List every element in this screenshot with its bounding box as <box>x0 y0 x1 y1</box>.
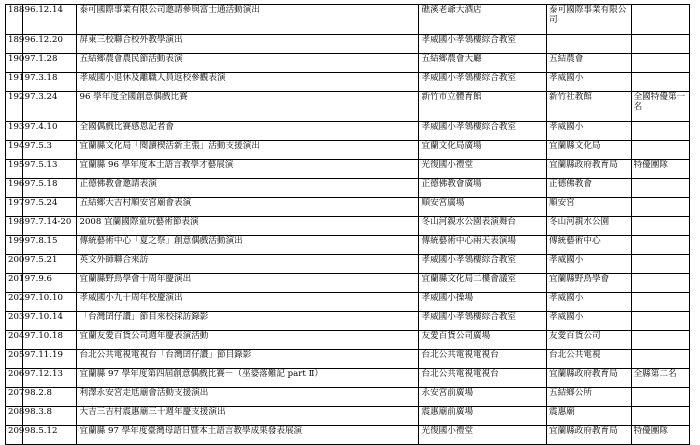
cell-number: 197 <box>6 198 23 217</box>
table-row <box>6 274 690 293</box>
cell-event-title: 利澤永安宮走尪廟會活動支援演出 <box>77 388 419 407</box>
cell-number: 190 <box>6 54 23 73</box>
table-row <box>6 73 690 92</box>
cell-event-title: 台北公共電視電視台「台灣囝仔讚」節目錄影 <box>77 350 419 369</box>
cell-event-title: 2008 宜蘭國際童玩藝術節表演 <box>77 217 419 236</box>
cell-venue: 孝威國小操場 <box>419 293 547 312</box>
cell-venue: 孝威國小孝鴒樓綜合教室 <box>419 35 547 54</box>
cell-event-title: 全國偶戲比賽感恩記者會 <box>77 122 419 141</box>
cell-number: 206 <box>6 369 23 388</box>
cell-organizer: 冬山河親水公園 <box>546 217 631 236</box>
table-row <box>6 236 690 255</box>
cell-date: 97.7.14-20 <box>22 217 77 236</box>
table-row <box>6 388 690 407</box>
cell-award <box>631 236 689 255</box>
cell-organizer: 五結鄉公所 <box>546 388 631 407</box>
table-row <box>6 407 690 426</box>
cell-event-title: 宜蘭縣文化局「閱讀楔活新主張」活動支援演出 <box>77 141 419 160</box>
cell-venue: 正德佛教會廣場 <box>419 179 547 198</box>
table-row <box>6 369 690 388</box>
cell-award <box>631 141 689 160</box>
performance-records-table <box>5 4 690 445</box>
cell-event-title: 孝威國小退休及離職人員返校參觀表演 <box>77 73 419 92</box>
cell-date: 98.5.12 <box>22 426 77 445</box>
cell-date: 97.10.18 <box>22 331 77 350</box>
cell-organizer: 宜蘭縣野鳥學會 <box>546 274 631 293</box>
cell-number: 208 <box>6 407 23 426</box>
cell-venue: 孝威國小孝鴒樓綜合教室 <box>419 122 547 141</box>
cell-event-title: 宜蘭縣 97 學年度第四屆創意偶戲比賽－（巫婆落難記 part Ⅱ） <box>77 369 419 388</box>
cell-event-title: 宜蘭縣野鳥學會十周年慶演出 <box>77 274 419 293</box>
cell-award <box>631 217 689 236</box>
cell-number: 202 <box>6 293 23 312</box>
cell-organizer: 孝威國小 <box>546 312 631 331</box>
table-row <box>6 350 690 369</box>
cell-event-title: 宜蘭友愛百貨公司週年慶表演活動 <box>77 331 419 350</box>
cell-date: 97.5.13 <box>22 160 77 179</box>
cell-award <box>631 293 689 312</box>
cell-number: 195 <box>6 160 23 179</box>
cell-number: 198 <box>6 217 23 236</box>
table-row <box>6 92 690 122</box>
cell-date: 96.12.14 <box>22 5 77 35</box>
cell-event-title: 英文外師聯合來訪 <box>77 255 419 274</box>
table-row <box>6 5 690 35</box>
cell-organizer: 傳統藝術中心 <box>546 236 631 255</box>
cell-event-title: 傳統藝術中心「夏之祭」創意偶戲活動演出 <box>77 236 419 255</box>
cell-award <box>631 331 689 350</box>
cell-award: 特優團隊 <box>631 426 689 445</box>
cell-organizer: 宜蘭縣政府教育局 <box>546 426 631 445</box>
cell-number: 200 <box>6 255 23 274</box>
cell-venue: 孝威國小孝鴒樓綜合教室 <box>419 73 547 92</box>
document-page <box>5 4 690 445</box>
table-row <box>6 426 690 445</box>
cell-organizer: 台北公共電視 <box>546 350 631 369</box>
cell-award: 全縣第二名 <box>631 369 689 388</box>
cell-number: 194 <box>6 141 23 160</box>
table-row <box>6 312 690 331</box>
cell-event-title: 宜蘭縣 96 學年度本土語言教學才藝展演 <box>77 160 419 179</box>
cell-date: 97.10.10 <box>22 293 77 312</box>
cell-event-title: 泰可國際事業有限公司邀請參與富士通活動演出 <box>77 5 419 35</box>
cell-event-title: 宜蘭縣 97 學年度臺灣母語日暨本土語言教學成果發表展演 <box>77 426 419 445</box>
cell-venue: 孝威國小孝鴒樓綜合教室 <box>419 312 547 331</box>
cell-award <box>631 5 689 35</box>
cell-organizer: 正德佛教會 <box>546 179 631 198</box>
table-row <box>6 293 690 312</box>
cell-date: 97.3.24 <box>22 92 77 122</box>
cell-number: 189 <box>6 35 23 54</box>
table-row <box>6 255 690 274</box>
cell-date: 97.12.13 <box>22 369 77 388</box>
cell-event-title: 大吉三吉村震惠廟三十週年慶支援演出 <box>77 407 419 426</box>
cell-venue: 台北公共電視電視台 <box>419 350 547 369</box>
cell-award <box>631 274 689 293</box>
cell-venue: 光復國小禮堂 <box>419 426 547 445</box>
cell-venue: 新竹市立體育館 <box>419 92 547 122</box>
table-row <box>6 141 690 160</box>
cell-venue: 友愛百貨公司廣場 <box>419 331 547 350</box>
cell-event-title: 五結鄉大吉村順安宮廟會表演 <box>77 198 419 217</box>
table-row <box>6 217 690 236</box>
cell-number: 207 <box>6 388 23 407</box>
cell-number: 192 <box>6 92 23 122</box>
cell-award: 特優團隊 <box>631 160 689 179</box>
table-row <box>6 179 690 198</box>
cell-number: 201 <box>6 274 23 293</box>
cell-number: 199 <box>6 236 23 255</box>
cell-date: 97.9.6 <box>22 274 77 293</box>
cell-venue: 五結鄉農會大廳 <box>419 54 547 73</box>
cell-award <box>631 350 689 369</box>
table-row <box>6 331 690 350</box>
cell-venue: 宜蘭文化局廣場 <box>419 141 547 160</box>
cell-organizer: 宜蘭縣政府教育局 <box>546 369 631 388</box>
cell-date: 97.5.24 <box>22 198 77 217</box>
cell-number: 209 <box>6 426 23 445</box>
cell-organizer: 宜蘭縣文化局 <box>546 141 631 160</box>
cell-organizer: 五結農會 <box>546 54 631 73</box>
cell-number: 203 <box>6 312 23 331</box>
cell-venue: 光復國小禮堂 <box>419 160 547 179</box>
cell-date: 98.2.8 <box>22 388 77 407</box>
cell-venue: 震惠廟前廣場 <box>419 407 547 426</box>
cell-event-title: 「台灣囝仔讚」節目來校採訪錄影 <box>77 312 419 331</box>
cell-number: 193 <box>6 122 23 141</box>
cell-organizer: 孝威國小 <box>546 73 631 92</box>
cell-organizer: 友愛百貨公司 <box>546 331 631 350</box>
cell-date: 97.8.15 <box>22 236 77 255</box>
cell-organizer <box>546 35 631 54</box>
table-body <box>6 5 690 445</box>
cell-organizer: 震惠廟 <box>546 407 631 426</box>
cell-award: 全國特優第一名 <box>631 92 689 122</box>
table-row <box>6 160 690 179</box>
cell-award <box>631 35 689 54</box>
cell-venue: 冬山河親水公園表演舞台 <box>419 217 547 236</box>
cell-award <box>631 73 689 92</box>
cell-venue: 台北公共電視電視台 <box>419 369 547 388</box>
cell-event-title: 五結鄉農會農民節活動表演 <box>77 54 419 73</box>
cell-date: 97.5.18 <box>22 179 77 198</box>
cell-venue: 傳統藝術中心兩天表演場 <box>419 236 547 255</box>
cell-date: 97.1.28 <box>22 54 77 73</box>
cell-venue: 孝威國小孝鴒樓綜合教室 <box>419 255 547 274</box>
cell-date: 97.11.19 <box>22 350 77 369</box>
cell-award <box>631 179 689 198</box>
cell-organizer: 宜蘭縣政府教育局 <box>546 160 631 179</box>
cell-organizer: 順安宮 <box>546 198 631 217</box>
table-row <box>6 35 690 54</box>
cell-award <box>631 54 689 73</box>
table-row <box>6 122 690 141</box>
table-row <box>6 54 690 73</box>
cell-venue: 礁溪老爺大酒店 <box>419 5 547 35</box>
cell-number: 205 <box>6 350 23 369</box>
cell-award <box>631 407 689 426</box>
cell-organizer: 孝威國小 <box>546 122 631 141</box>
cell-number: 196 <box>6 179 23 198</box>
cell-award <box>631 255 689 274</box>
cell-date: 97.5.3 <box>22 141 77 160</box>
cell-number: 191 <box>6 73 23 92</box>
cell-venue: 宜蘭縣文化局二樓會議室 <box>419 274 547 293</box>
cell-number: 188 <box>6 5 23 35</box>
cell-date: 97.4.10 <box>22 122 77 141</box>
cell-venue: 順安宮廣場 <box>419 198 547 217</box>
cell-date: 97.3.18 <box>22 73 77 92</box>
cell-organizer: 孝威國小 <box>546 255 631 274</box>
cell-event-title: 96 學年度全國創意偶戲比賽 <box>77 92 419 122</box>
cell-organizer: 孝威國小 <box>546 293 631 312</box>
cell-award <box>631 122 689 141</box>
cell-event-title: 屏東三校聯合校外教學演出 <box>77 35 419 54</box>
cell-venue: 永安宮前廣場 <box>419 388 547 407</box>
cell-award <box>631 198 689 217</box>
cell-event-title: 孝威國小九十周年校慶演出 <box>77 293 419 312</box>
cell-organizer: 泰可國際事業有限公司 <box>546 5 631 35</box>
cell-date: 97.5.21 <box>22 255 77 274</box>
cell-organizer: 新竹社教館 <box>546 92 631 122</box>
cell-event-title: 正德佛教會邀請表演 <box>77 179 419 198</box>
cell-date: 98.3.8 <box>22 407 77 426</box>
cell-award <box>631 388 689 407</box>
cell-number: 204 <box>6 331 23 350</box>
cell-award <box>631 312 689 331</box>
table-row <box>6 198 690 217</box>
cell-date: 97.10.14 <box>22 312 77 331</box>
cell-date: 96.12.20 <box>22 35 77 54</box>
